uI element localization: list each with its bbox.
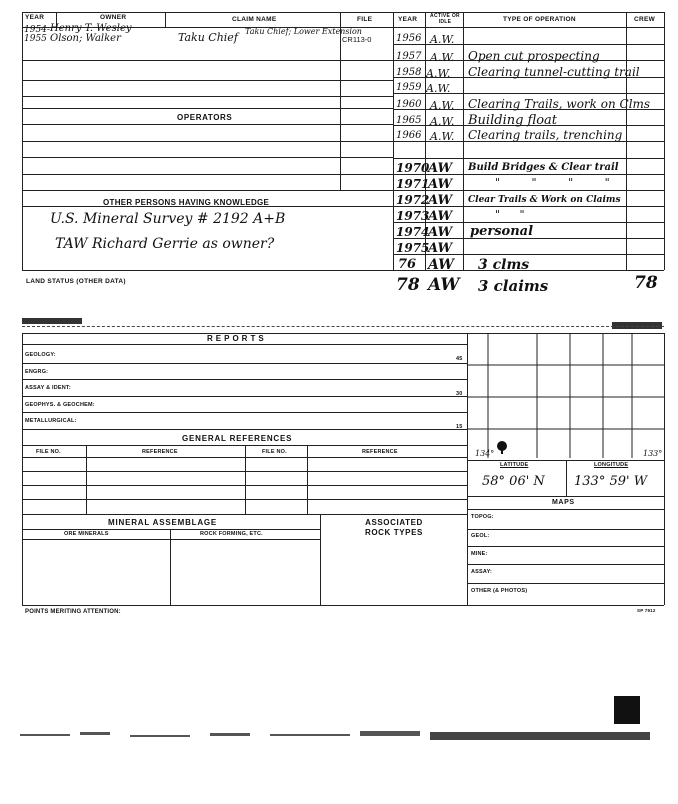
row-line: [22, 96, 393, 97]
header-owner: OWNER: [100, 14, 127, 21]
op-type: Clear Trails & Work on Claims: [468, 195, 621, 205]
col-divider: [165, 12, 166, 27]
reports-left-border: [22, 333, 23, 605]
op-year: 1966: [396, 130, 422, 141]
mineral-assemblage-title: MINERAL ASSEMBLAGE: [108, 518, 218, 527]
op-type: Open cut prospecting: [468, 49, 600, 63]
row-line: [22, 396, 467, 397]
row-line: [22, 412, 467, 413]
op-year: 1957: [396, 51, 422, 62]
op-status: AW: [428, 241, 453, 256]
report-num: 45: [456, 356, 463, 362]
general-references-title: GENERAL REFERENCES: [182, 434, 293, 443]
land-status-label: LAND STATUS (OTHER DATA): [26, 278, 126, 285]
op-status: A.W.: [426, 67, 451, 80]
op-year: 1970: [396, 161, 430, 175]
associated-rock-types: [359, 518, 429, 538]
other-photos-label: OTHER (& PHOTOS): [471, 588, 528, 594]
assay-label: ASSAY:: [471, 569, 493, 575]
owner-name-1: Henry T. Wesley: [50, 23, 132, 34]
other-persons-label: OTHER PERSONS HAVING KNOWLEDGE: [103, 198, 270, 207]
report-engrg: ENGRG:: [25, 369, 49, 375]
header-active-idle: ACTIVE OR IDLE: [430, 13, 460, 25]
op-status: A.W.: [430, 33, 455, 46]
op-type: " " " ": [495, 176, 624, 189]
op-type: Building float: [468, 113, 558, 128]
row-line: [22, 141, 393, 142]
op-type: Clearing trails, trenching: [468, 128, 623, 142]
owner-year-2: 1955: [24, 34, 47, 44]
file-number: CR113-0: [342, 35, 372, 44]
other-persons-line2: TAW Richard Gerrie as owner?: [55, 236, 275, 252]
op-year: 1972: [396, 193, 430, 207]
ref-col-file-no: FILE NO.: [36, 449, 61, 455]
op-status: AW: [428, 193, 453, 208]
lon-left: 134°: [475, 449, 495, 458]
report-num: 30: [456, 391, 463, 397]
header-year: YEAR: [25, 14, 45, 21]
reports-bottom-border: [22, 605, 664, 606]
report-assay: ASSAY & IDENT:: [25, 385, 71, 391]
table-top-border: [22, 12, 664, 13]
op-year: 1971: [396, 177, 430, 191]
row-line: [22, 157, 393, 158]
row-line: [22, 344, 467, 345]
op-type: 3 claims: [478, 277, 549, 295]
op-type: personal: [470, 224, 534, 239]
header-crew: CREW: [634, 16, 656, 23]
associated-rock-types-label: ASSOCIATED ROCK TYPES: [364, 518, 423, 537]
row-line: [22, 60, 393, 61]
op-status: A.W.: [430, 115, 455, 128]
row-line: [467, 546, 664, 547]
op-type: Clearing Trails, work on Clms: [468, 97, 651, 111]
row-line: [22, 539, 320, 540]
geol-label: GEOL:: [471, 533, 490, 539]
row-line: [22, 174, 393, 175]
header-year-2: YEAR: [398, 16, 418, 23]
header-type-operation: TYPE OF OPERATION: [503, 16, 576, 23]
latitude-value: 58° 06' N: [482, 474, 545, 489]
op-year: 1959: [396, 82, 422, 93]
scan-line: [22, 326, 664, 327]
op-status: AW: [428, 257, 454, 273]
op-year: 1960: [396, 99, 422, 110]
op-status: A.W.: [426, 82, 451, 95]
rock-forming-label: ROCK FORMING, ETC.: [200, 531, 263, 537]
op-status: AW: [428, 161, 453, 176]
row-line: [467, 583, 664, 584]
col-divider: [170, 529, 171, 605]
topog-label: TOPOG:: [471, 514, 494, 520]
op-year: 1958: [396, 67, 422, 78]
op-type: Build Bridges & Clear trail: [468, 162, 619, 173]
ore-minerals-label: ORE MINERALS: [64, 531, 109, 537]
op-status: A.W.: [430, 130, 455, 143]
row-line: [22, 429, 467, 430]
row-line: [467, 564, 664, 565]
mine-label: MINE:: [471, 551, 488, 557]
report-geophys: GEOPHYS. & GEOCHEM:: [25, 402, 95, 408]
row-line: [22, 529, 320, 530]
ref-col-file-no-2: FILE NO.: [262, 449, 287, 455]
crew-value: 78: [634, 273, 658, 293]
row-line: [22, 363, 467, 364]
other-persons-line1: U.S. Mineral Survey # 2192 A+B: [50, 211, 286, 227]
reports-title: REPORTS: [207, 334, 267, 343]
col-divider: [320, 514, 321, 605]
row-line: [467, 496, 664, 497]
op-status: A.W.: [430, 51, 455, 64]
op-status: AW: [428, 209, 453, 224]
operators-label: OPERATORS: [177, 113, 233, 122]
location-marker-icon: [494, 438, 510, 454]
table-bottom-border: [22, 270, 664, 271]
row-line: [393, 158, 664, 159]
col-divider: [307, 445, 308, 514]
header-file: FILE: [357, 16, 373, 23]
op-status: A.W.: [430, 99, 455, 112]
form-number: SP 7912: [637, 608, 656, 613]
row-line: [22, 190, 393, 191]
scan-mark: [614, 696, 640, 724]
ref-col-reference: REFERENCE: [142, 449, 178, 455]
row-line: [22, 80, 393, 81]
op-year: 1975: [396, 241, 430, 255]
maps-label: MAPS: [552, 499, 575, 506]
op-status: AW: [428, 225, 453, 240]
col-divider: [86, 445, 87, 514]
op-year: 1974: [396, 225, 430, 239]
scan-noise: [20, 726, 665, 746]
row-line: [22, 124, 393, 125]
row-line: [22, 108, 393, 109]
ref-col-reference-2: REFERENCE: [362, 449, 398, 455]
lon-right: 133°: [643, 449, 663, 458]
op-year: 78: [396, 275, 420, 295]
claim-name-2: Taku Chief; Lower Extension: [245, 27, 362, 36]
col-divider: [340, 12, 341, 190]
op-year: 1965: [396, 115, 422, 126]
report-geology: GEOLOGY:: [25, 352, 56, 358]
points-meriting-attention: POINTS MERITING ATTENTION:: [25, 609, 121, 615]
op-type: 3 clms: [478, 257, 530, 273]
longitude-label: LONGITUDE: [594, 462, 629, 468]
scan-mark: [22, 318, 82, 324]
op-year: 1973: [396, 209, 430, 223]
claim-name-1: Taku Chief: [178, 31, 238, 44]
op-year: 1956: [396, 33, 422, 44]
report-num: 15: [456, 424, 463, 430]
longitude-value: 133° 59' W: [574, 474, 648, 489]
op-year: 76: [398, 257, 417, 272]
owner-name-2: Olson; Walker: [50, 33, 121, 44]
table-right-border: [664, 12, 665, 270]
col-divider: [245, 445, 246, 514]
col-divider: [566, 460, 567, 496]
report-metallurgical: METALLURGICAL:: [25, 418, 77, 424]
op-type: Clearing tunnel-cutting trail: [468, 65, 640, 79]
op-type: " ": [495, 208, 533, 221]
op-status: AW: [428, 275, 460, 295]
op-status: AW: [428, 177, 453, 192]
owner-year-1: 1954-: [24, 25, 50, 35]
row-line: [467, 509, 664, 510]
row-line: [467, 529, 664, 530]
header-claim-name: CLAIM NAME: [232, 16, 277, 23]
latitude-label: LATITUDE: [500, 462, 529, 468]
row-line: [22, 514, 467, 515]
reports-right-border: [664, 333, 665, 605]
row-line: [22, 379, 467, 380]
